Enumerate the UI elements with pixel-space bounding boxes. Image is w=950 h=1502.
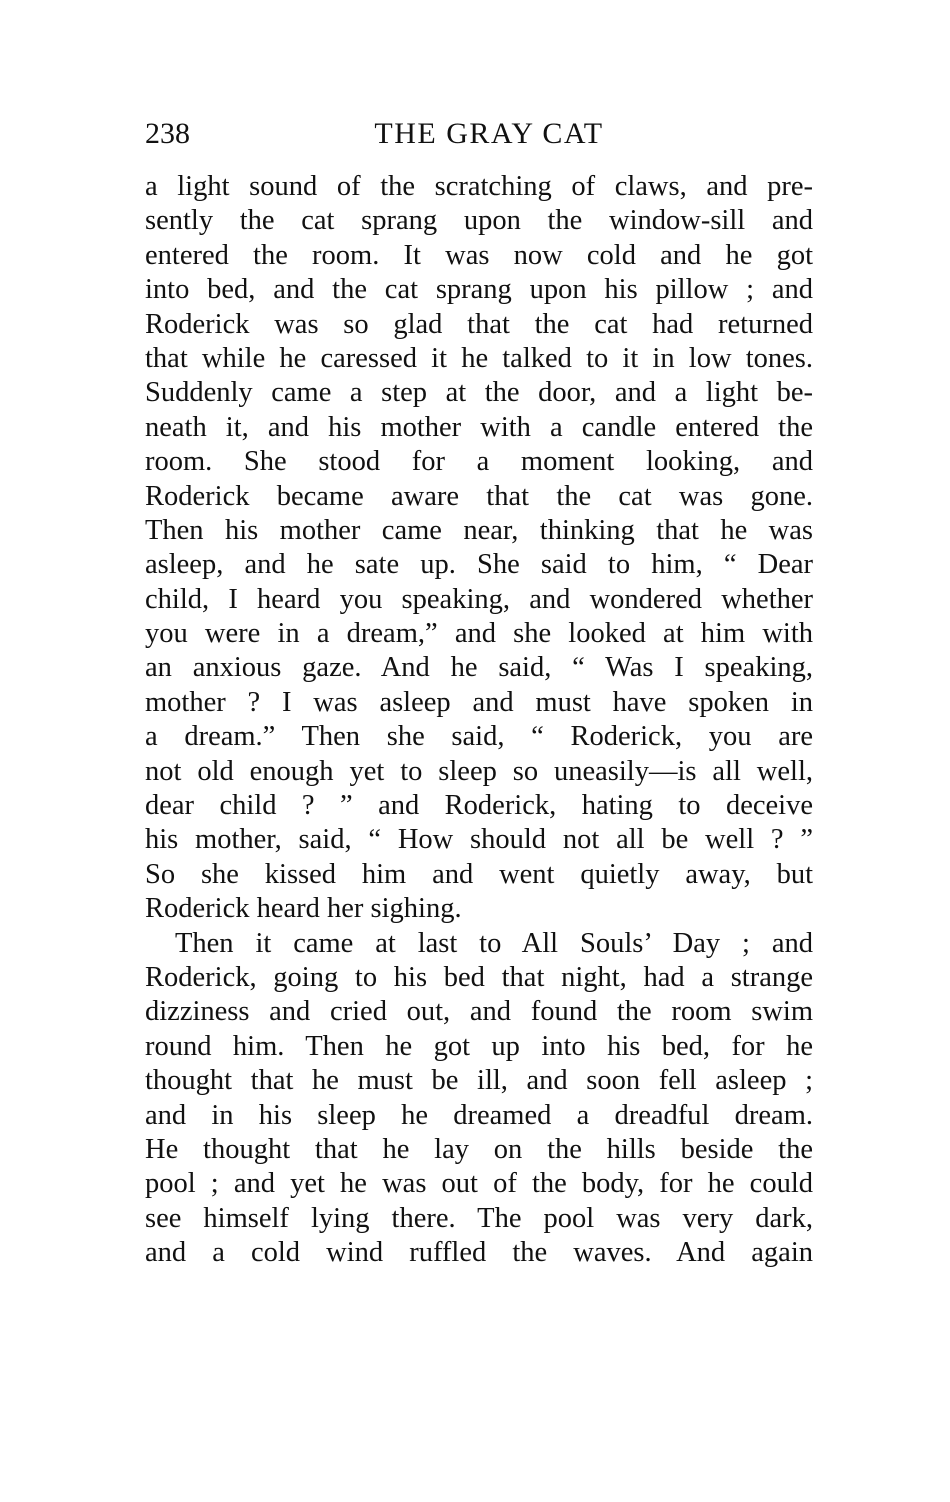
text-line: you were in a dream,” and she looked at him with [145,618,813,650]
text-line: dizziness and cried out, and found the room swim [145,996,813,1028]
text-line: not old enough yet to sleep so uneasily—is all well, [145,755,813,787]
text-line: sently the cat sprang upon the window-sill and [145,205,813,237]
running-title: THE GRAY CAT [374,117,604,150]
text-line: an anxious gaze. And he said, “ Was I speaking, [145,652,813,684]
text-line: into bed, and the cat sprang upon his pillow ; and [145,274,813,306]
page-number: 238 [145,117,190,150]
text-line: entered the room. It was now cold and he got [145,239,813,271]
text-line: room. She stood for a moment looking, and [145,446,813,478]
text-line: Roderick was so glad that the cat had returned [145,308,813,340]
running-head [145,112,813,156]
text-line: thought that he must be ill, and soon fell asleep ; [145,1065,813,1097]
text-line: Then his mother came near, thinking that he was [145,514,813,546]
body-text [145,170,813,1271]
text-line: mother ? I was asleep and must have spoken in [145,686,813,718]
text-line: pool ; and yet he was out of the body, for he could [145,1168,813,1200]
text-line: his mother, said, “ How should not all be well ? ” [145,824,813,856]
text-line: asleep, and he sate up. She said to him, “ Dear [145,549,813,581]
text-line: He thought that he lay on the hills beside the [145,1133,813,1165]
text-line: and a cold wind ruffled the waves. And again [145,1237,813,1269]
paragraph-start-line: Then it came at last to All Souls’ Day ; and [175,927,813,959]
text-line: round him. Then he got up into his bed, for he [145,1030,813,1062]
text-line: see himself lying there. The pool was very dark, [145,1202,813,1234]
paragraph-end-line: Roderick heard her sighing. [145,893,462,925]
text-line: child, I heard you speaking, and wondered whether [145,583,813,615]
text-line: a dream.” Then she said, “ Roderick, you are [145,721,813,753]
text-line: a light sound of the scratching of claws, and pre- [145,171,813,202]
text-line: and in his sleep he dreamed a dreadful dream. [145,1099,813,1131]
text-line: that while he caressed it he talked to it in low tones. [145,342,813,374]
text-line: neath it, and his mother with a candle entered the [145,411,813,443]
text-line: Roderick became aware that the cat was gone. [145,480,813,512]
text-line: dear child ? ” and Roderick, hating to deceive [145,790,813,822]
text-line: Roderick, going to his bed that night, had a strange [145,961,813,993]
text-line: Suddenly came a step at the door, and a light be- [145,377,813,409]
text-line: So she kissed him and went quietly away, but [145,858,813,890]
